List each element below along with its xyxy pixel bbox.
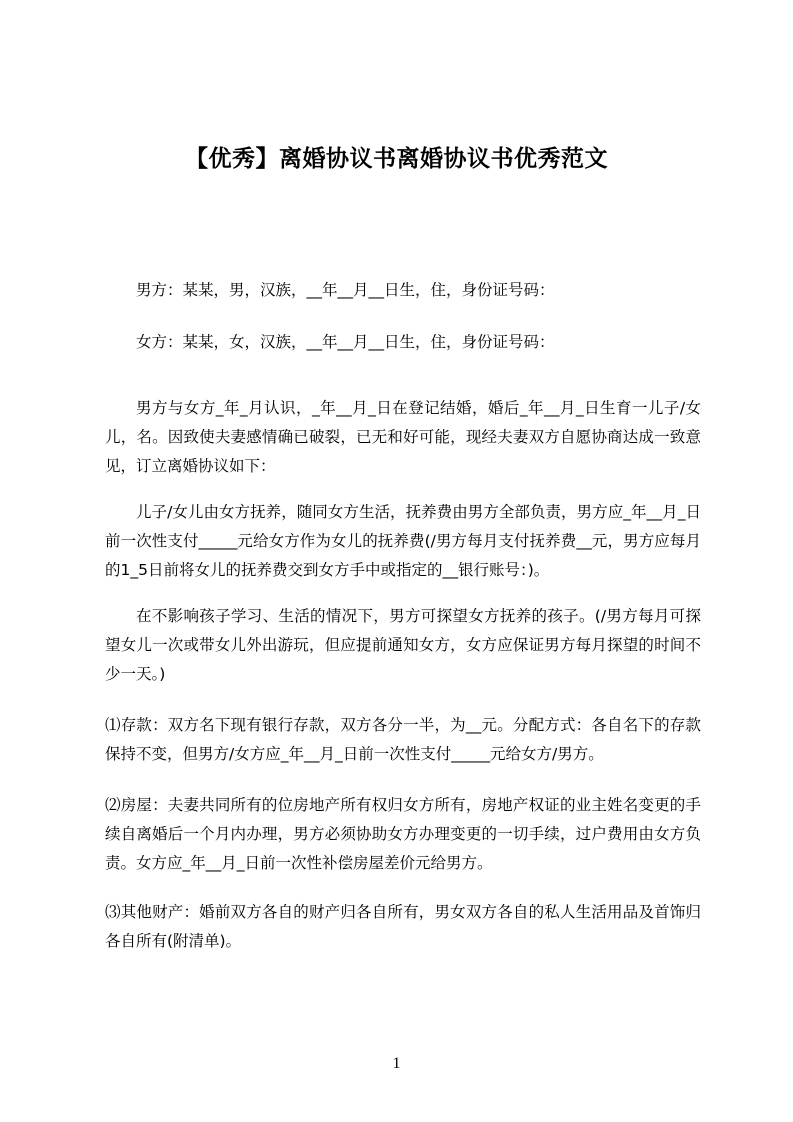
paragraph-marriage-background: 男方与女方_年_月认识，_年__月_日在登记结婚，婚后_年__月_日生育一儿子/女儿，名。因致使夫妻感情确已破裂，已无和好可能，现经夫妻双方自愿协商达成一致意见，订立离婚协议如下： (105, 399, 701, 475)
paragraph-visitation: 在不影响孩子学习、生活的情况下，男方可探望女方抚养的孩子。(/男方每月可探望女儿一次或带女儿外出游玩，但应提前通知女方，女方应保证男方每月探望的时间不少一天。) (105, 607, 701, 683)
page-number: 1 (392, 1055, 401, 1072)
paragraph-husband-info: 男方：某某，男，汉族，__年__月__日生，住，身份证号码： (136, 281, 555, 299)
document-title: 【优秀】离婚协议书离婚协议书优秀范文 (185, 146, 608, 172)
paragraph-wife-info: 女方：某某，女，汉族，__年__月__日生，住，身份证号码： (136, 333, 555, 351)
paragraph-savings: ⑴存款：双方名下现有银行存款，双方各分一半，为__元。分配方式：各自名下的存款保持不变，但男方/女方应_年__月_日前一次性支付_____元给女方/男方。 (105, 716, 701, 763)
paragraph-child-custody: 儿子/女儿由女方抚养，随同女方生活，抚养费由男方全部负责，男方应_年__月_日前一次性支付_____元给女方作为女儿的抚养费(/男方每月支付抚养费__元，男方应每月的1_5日前将女儿的抚养费交到女方手中或指定的__银行账号：)。 (105, 503, 701, 579)
paragraph-house: ⑵房屋：夫妻共同所有的位房地产所有权归女方所有，房地产权证的业主姓名变更的手续自离婚后一个月内办理，男方必须协助女方办理变更的一切手续，过户费用由女方负责。女方应_年__月_日前一次性补偿房屋差价元给男方。 (105, 796, 701, 872)
paragraph-other-property: ⑶其他财产：婚前双方各自的财产归各自所有，男女双方各自的私人生活用品及首饰归各自所有(附清单)。 (105, 903, 701, 950)
